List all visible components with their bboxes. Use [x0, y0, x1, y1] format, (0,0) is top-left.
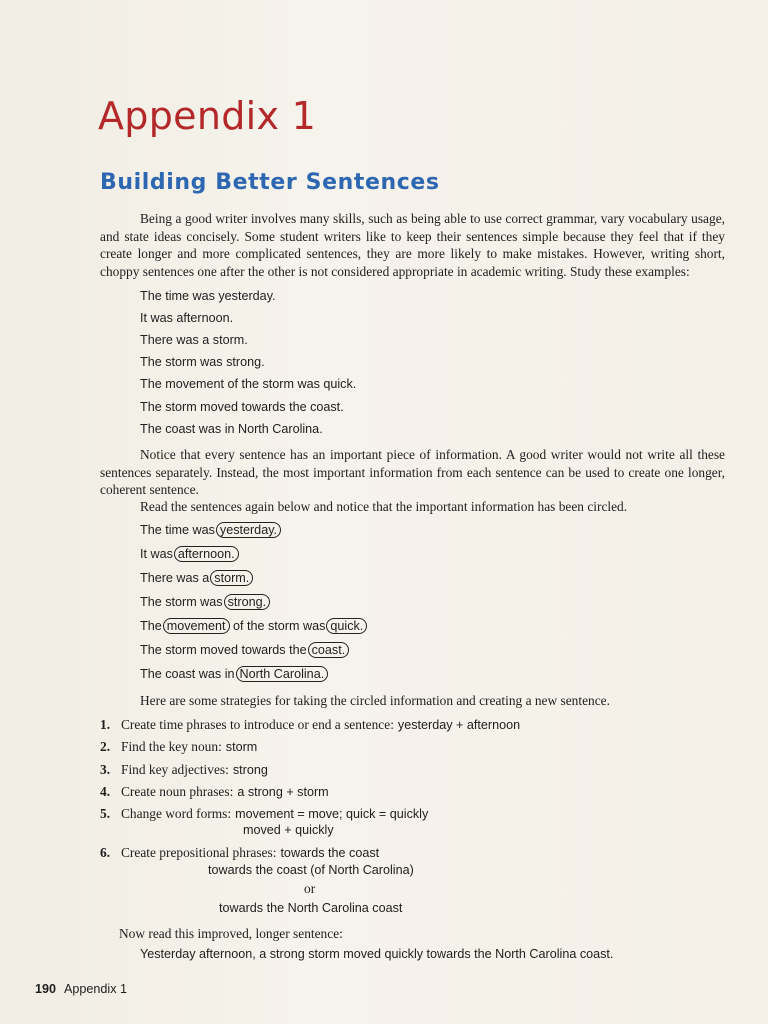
strategy-item: [100, 805, 428, 823]
strategy-continuation: moved + quickly: [243, 823, 334, 837]
circled-sentence: [140, 667, 328, 681]
sentence-text: It was: [140, 547, 173, 561]
sentence-text: The time was: [140, 523, 215, 537]
example-sentence: The coast was in North Carolina.: [140, 422, 323, 436]
footer-label: Appendix 1: [64, 982, 128, 996]
circled-sentence: [140, 619, 367, 633]
sentence-text: The storm was: [140, 595, 223, 609]
strategy-item: [100, 716, 520, 734]
strategy-example: strong: [232, 763, 268, 777]
circled-sentence: [140, 595, 270, 609]
strategy-number: 3.: [100, 762, 111, 777]
strategy-continuation: or: [304, 881, 316, 896]
strategy-label: Create noun phrases:: [121, 784, 234, 799]
strategy-number: 5.: [100, 806, 111, 821]
strategy-number: 4.: [100, 784, 111, 799]
strategy-number: 1.: [100, 717, 111, 732]
strategy-continuation: towards the North Carolina coast: [219, 901, 403, 915]
strategy-continuation: towards the coast (of North Carolina): [208, 863, 414, 877]
strategy-example: yesterday + afternoon: [397, 718, 521, 732]
sentence-text: There was a: [140, 571, 210, 585]
page-footer: [35, 982, 127, 996]
circled-sentence: [140, 571, 253, 585]
circled-word: afternoon.: [174, 546, 239, 562]
example-sentence: It was afternoon.: [140, 311, 234, 325]
strategy-label: Create time phrases to introduce or end a sentence:: [121, 717, 394, 732]
circled-sentence: [140, 643, 349, 657]
strategy-label: Change word forms:: [121, 806, 232, 821]
circled-word: yesterday.: [216, 522, 281, 538]
strategy-number: 2.: [100, 739, 111, 754]
circled-word: movement: [163, 618, 230, 634]
circled-word: strong.: [224, 594, 271, 610]
strategy-label: Create prepositional phrases:: [121, 845, 277, 860]
page-number: 190: [35, 982, 57, 996]
sentence-text: of the storm was: [233, 619, 326, 633]
circled-sentence: [140, 523, 281, 537]
strategies-intro: Here are some strategies for taking the circled information and creating a new sentence.: [140, 693, 610, 708]
final-sentence: Yesterday afternoon, a strong storm moved quickly towards the North Carolina coast.: [140, 947, 614, 961]
strategy-item: [100, 783, 329, 801]
example-sentence: The storm moved towards the coast.: [140, 400, 344, 414]
sentence-text: The: [140, 619, 162, 633]
strategy-label: Find the key noun:: [121, 739, 222, 754]
strategy-example: storm: [225, 740, 258, 754]
sentence-text: The coast was in: [140, 667, 235, 681]
now-read-text: Now read this improved, longer sentence:: [119, 926, 343, 941]
sentence-text: The storm moved towards the: [140, 643, 307, 657]
chapter-title: Appendix 1: [98, 94, 317, 138]
example-sentence: The storm was strong.: [140, 355, 265, 369]
strategy-item: [100, 738, 257, 756]
circled-word: coast.: [308, 642, 350, 658]
circled-word: North Carolina.: [236, 666, 329, 682]
strategy-item: [100, 844, 379, 862]
strategy-example: movement = move; quick = quickly: [235, 807, 429, 821]
section-title: Building Better Sentences: [100, 170, 440, 195]
circled-sentence: [140, 547, 239, 561]
intro-paragraph: Being a good writer involves many skills, such as being able to use correct grammar, vary vocabulary usage, and state ideas concisely. Some student writers like to keep their sentences simple because they feel that if they create longer and more complicated sentences, they are more likely to make mistakes. However, writing short, choppy sentences one after the other is not considered appropriate in academic writing. Study these examples:: [100, 211, 725, 279]
strategy-example: a strong + storm: [237, 785, 329, 799]
example-sentence: There was a storm.: [140, 333, 248, 347]
strategy-label: Find key adjectives:: [121, 762, 229, 777]
example-sentence: The time was yesterday.: [140, 289, 276, 303]
circled-word: quick.: [326, 618, 367, 634]
strategy-example: towards the coast: [280, 846, 380, 860]
read-again-paragraph: Read the sentences again below and notice that the important information has been circled.: [140, 499, 628, 514]
notice-paragraph: Notice that every sentence has an important piece of information. A good writer would not write all these sentences separately. Instead, the most important information from each sentence can be used to create one longer, coherent sentence.: [100, 447, 725, 497]
example-sentence: The movement of the storm was quick.: [140, 377, 357, 391]
circled-word: storm.: [210, 570, 253, 586]
strategy-item: [100, 761, 268, 779]
strategy-number: 6.: [100, 845, 111, 860]
